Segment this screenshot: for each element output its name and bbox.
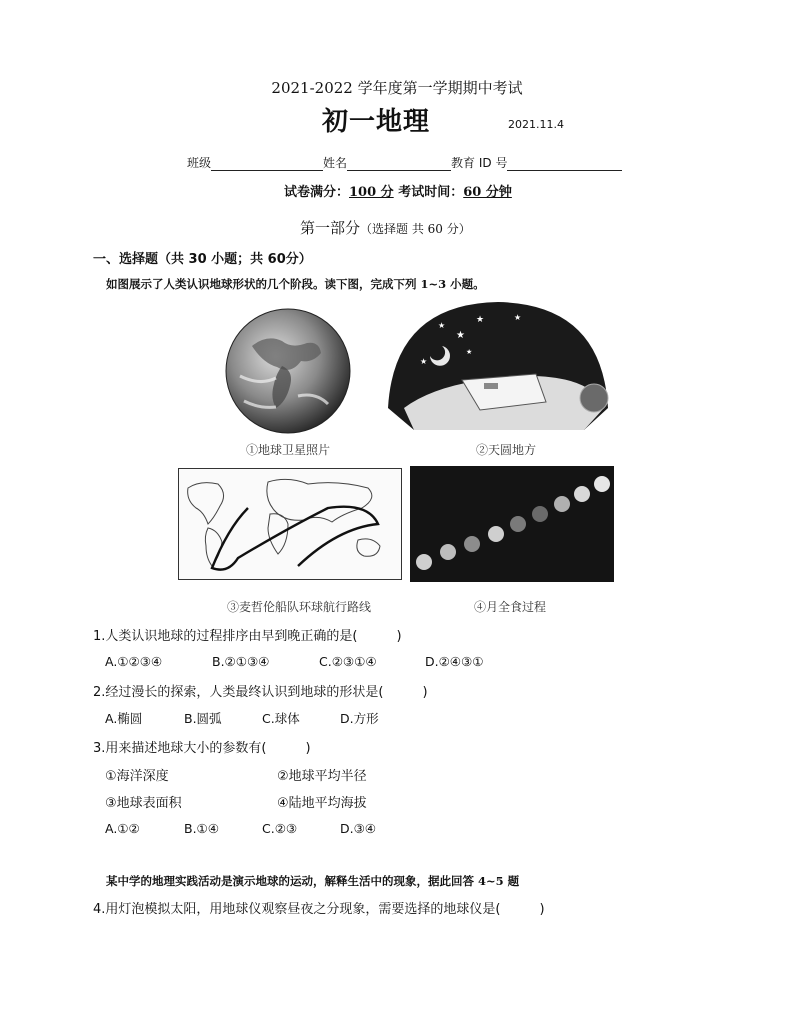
student-info-line: [187, 154, 622, 171]
part-heading: [300, 217, 471, 238]
svg-text:★: ★: [476, 315, 485, 325]
q1-option-c[interactable]: C.②③①④: [319, 654, 377, 669]
exam-date: 2021.11.4: [508, 118, 564, 131]
subject-title: 初一地理: [322, 107, 431, 137]
name-label: 姓名: [323, 156, 348, 170]
figure-caption-1: ①地球卫星照片: [245, 443, 330, 457]
id-field[interactable]: [507, 156, 622, 171]
q3-item-3: ③地球表面积: [105, 796, 182, 811]
svg-text:★: ★: [420, 357, 428, 366]
section-title: 一、选择题（共 30 小题；共 60分）: [93, 252, 312, 267]
class-label: 班级: [187, 156, 212, 170]
figure-caption-4: ④月全食过程: [473, 600, 546, 614]
time-value: 60 分钟: [463, 185, 512, 200]
magellan-route-map: [178, 468, 402, 580]
q3-item-2: ②地球平均半径: [277, 769, 367, 784]
figure-caption-2: ②天圆地方: [475, 443, 536, 457]
question-4-stem: 4.用灯泡模拟太阳，用地球仪观察昼夜之分现象，需要选择的地球仪是( ): [93, 902, 545, 917]
question-3-stem: 3.用来描述地球大小的参数有( ): [93, 741, 311, 756]
class-field[interactable]: [211, 156, 323, 171]
part-note: （选择题 共 60 分）: [360, 222, 471, 236]
exam-title-line: 2021-2022 学年度第一学期期中考试: [271, 79, 523, 97]
time-label: 考试时间：: [398, 185, 464, 200]
q3-item-1: ①海洋深度: [105, 769, 169, 784]
q3-option-b[interactable]: B.①④: [184, 821, 219, 836]
question-1-stem: 1.人类认识地球的过程排序由早到晚正确的是( ): [93, 629, 402, 644]
q3-option-d[interactable]: D.③④: [340, 821, 377, 836]
svg-text:★: ★: [456, 330, 465, 341]
q2-option-a[interactable]: A.椭圆: [105, 711, 143, 726]
round-sky-square-earth-illustration: [384, 298, 612, 438]
score-label: 试卷满分：: [284, 185, 350, 200]
score-value: 100 分: [349, 185, 394, 200]
svg-text:★: ★: [514, 313, 522, 322]
intro-1-3: 如图展示了人类认识地球形状的几个阶段。读下图，完成下列 1~3 小题。: [106, 277, 485, 291]
intro-4-5: 某中学的地理实践活动是演示地球的运动，解释生活中的现象，据此回答 4~5 题: [106, 874, 520, 888]
q2-option-b[interactable]: B.圆弧: [184, 711, 222, 726]
q2-option-d[interactable]: D.方形: [340, 711, 379, 726]
svg-text:★: ★: [438, 321, 446, 330]
q1-option-a[interactable]: A.①②③④: [105, 654, 163, 669]
question-2-stem: 2.经过漫长的探索，人类最终认识到地球的形状是( ): [93, 685, 428, 700]
figure-caption-3: ③麦哲伦船队环球航行路线: [226, 600, 371, 614]
q3-item-4: ④陆地平均海拔: [277, 796, 367, 811]
q2-option-c[interactable]: C.球体: [262, 711, 300, 726]
score-time-line: [284, 181, 512, 200]
q3-option-a[interactable]: A.①②: [105, 821, 140, 836]
id-label: 教育 ID 号: [451, 156, 508, 170]
name-field[interactable]: [347, 156, 451, 171]
svg-text:★: ★: [466, 348, 473, 356]
q1-option-d[interactable]: D.②④③①: [425, 654, 484, 669]
part-title: 第一部分: [300, 219, 361, 237]
earth-satellite-photo: [222, 306, 354, 436]
q3-option-c[interactable]: C.②③: [262, 821, 298, 836]
lunar-eclipse-sequence: [410, 466, 614, 582]
q1-option-b[interactable]: B.②①③④: [212, 654, 270, 669]
